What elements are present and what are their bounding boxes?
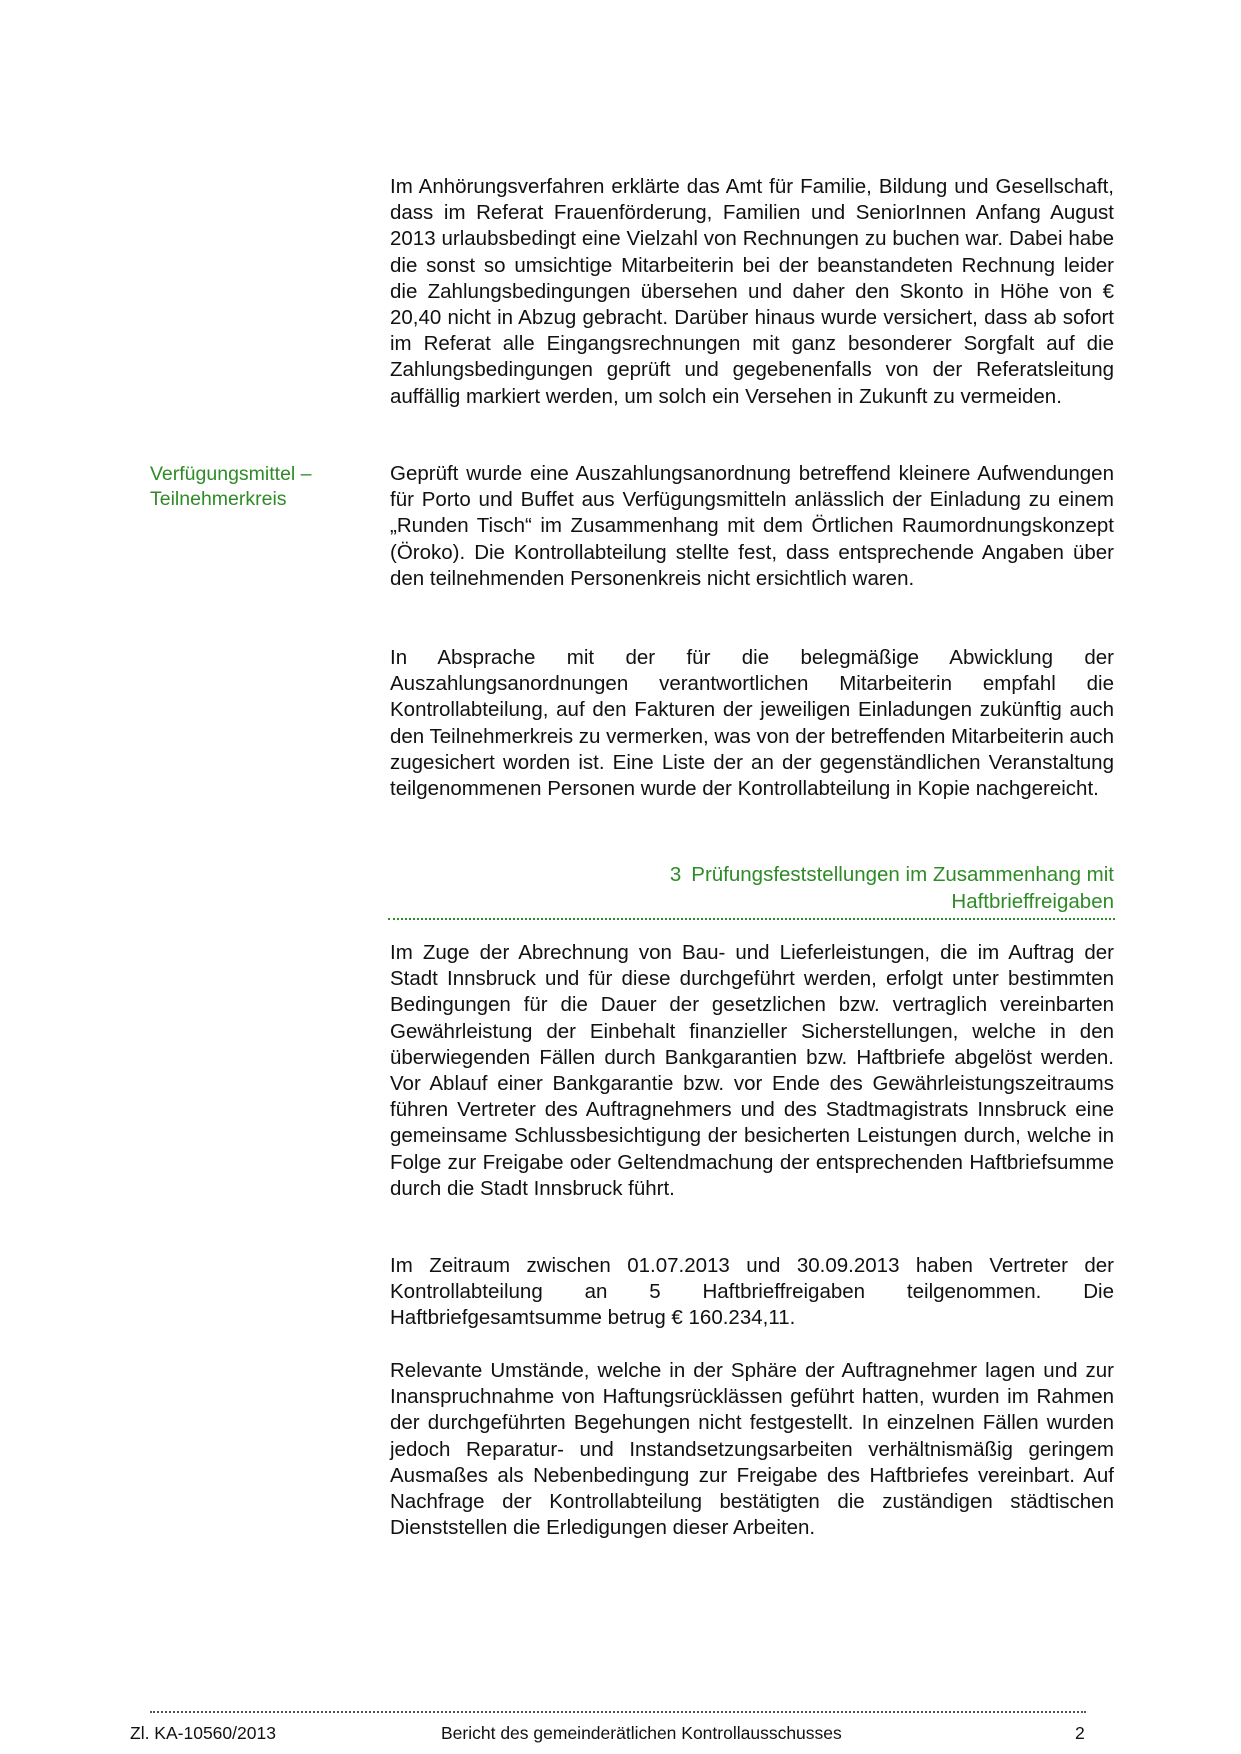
section-number: 3 <box>669 863 682 886</box>
body-paragraph-auszahlungsanordnung: Geprüft wurde eine Auszahlungsanordnung betreffend kleinere Aufwendungen für Porto und Buffet aus Verfügungsmitteln anlässlich der Einladung zu einem „Runden Tisch“ im Zusammenhang mit dem Örtlichen Raumordnungskonzept (Öroko). Die Kontrollabteilung stellte fest, dass entsprechende Angaben über den teilnehmenden Personenkreis nicht ersichtlich waren. <box>390 462 1114 590</box>
body-paragraph-absprache: In Absprache mit der für die belegmäßige Abwicklung der Auszahlungsanordnungen verantwortlichen Mitarbeiterin empfahl die Kontrollabteilung, auf den Fakturen der jeweiligen Einladungen zukünftig auch den Teilnehmerkreis zu vermerken, was von der betreffenden Mitarbeiterin auch zugesichert worden ist. Eine Liste der an der gegenständlichen Veranstaltung teilgenommenen Personen wurde der Kontrollabteilung in Kopie nachgereicht. <box>390 646 1114 801</box>
section-title-line: Prüfungsfeststellungen im Zusammenhang mit <box>691 863 1114 886</box>
body-paragraph-umstaende: Relevante Umstände, welche in der Sphäre der Auftragnehmer lagen und zur Inanspruchnahme von Haftungsrücklässen geführt hatten, wurden im Rahmen der durchgeführten Begehungen nicht festgestellt. In einzelnen Fällen wurden jedoch Reparatur- und Instandsetzungsarbeiten verhältnismäßig geringem Ausmaßes als Nebenbedingung zur Freigabe des Haftbriefes vereinbart. Auf Nachfrage der Kontrollabteilung bestätigten die zuständigen städtischen Dienststellen die Erledigungen dieser Arbeiten. <box>390 1359 1114 1540</box>
section-divider <box>388 918 1115 920</box>
margin-note-line: Verfügungsmittel – <box>150 463 312 485</box>
page-number: 2 <box>1075 1723 1085 1743</box>
footer-divider <box>150 1711 1086 1713</box>
margin-note-verfuegungsmittel <box>150 462 350 512</box>
body-paragraph-abrechnung: Im Zuge der Abrechnung von Bau- und Lieferleistungen, die im Auftrag der Stadt Innsbruck und für diese durchgeführt werden, erfolgt unter bestimmten Bedingungen für die Dauer der gesetzlichen bzw. vertraglich vereinbarten Gewährleistung der Einbehalt finanzieller Sicherstellungen, welche in den überwiegenden Fällen durch Bankgarantien bzw. Haftbriefe abgelöst werden. Vor Ablauf einer Bankgarantie bzw. vor Ende des Gewährleistungszeitraums führen Vertreter des Auftragnehmers und des Stadtmagistrats Innsbruck eine gemeinsame Schlussbesichtigung der besicherten Leistungen durch, welche in Folge zur Freigabe oder Geltendmachung der entsprechenden Haftbriefsumme durch die Stadt Innsbruck führt. <box>390 941 1114 1200</box>
body-paragraph-anhoerungsverfahren: Im Anhörungsverfahren erklärte das Amt für Familie, Bildung und Gesellschaft, dass im Referat Frauenförderung, Familien und SeniorInnen Anfang August 2013 urlaubsbedingt eine Vielzahl von Rechnungen zu buchen war. Dabei habe die sonst so umsichtige Mitarbeiterin bei der beanstandeten Rechnung leider die Zahlungsbedingungen übersehen und daher den Skonto in Höhe von € 20,40 nicht in Abzug gebracht. Darüber hinaus wurde versichert, dass ab sofort im Referat alle Eingangsrechnungen mit ganz besonderer Sorgfalt auf die Zahlungsbedingungen geprüft und gegebenenfalls von der Referatsleitung auffällig markiert werden, um solch ein Versehen in Zukunft zu vermeiden. <box>390 175 1114 408</box>
footer-reference: Zl. KA-10560/2013 <box>130 1723 276 1743</box>
section-title-line: Haftbrieffreigaben <box>951 890 1114 913</box>
section-heading <box>390 861 1114 915</box>
margin-note-line: Teilnehmerkreis <box>150 488 287 510</box>
footer-title: Bericht des gemeinderätlichen Kontrollausschusses <box>441 1723 842 1743</box>
body-paragraph-zeitraum: Im Zeitraum zwischen 01.07.2013 und 30.09.2013 haben Vertreter der Kontrollabteilung an 5 Haftbrieffreigaben teilgenommen. Die Haftbriefgesamtsumme betrug € 160.234,11. <box>390 1254 1114 1330</box>
